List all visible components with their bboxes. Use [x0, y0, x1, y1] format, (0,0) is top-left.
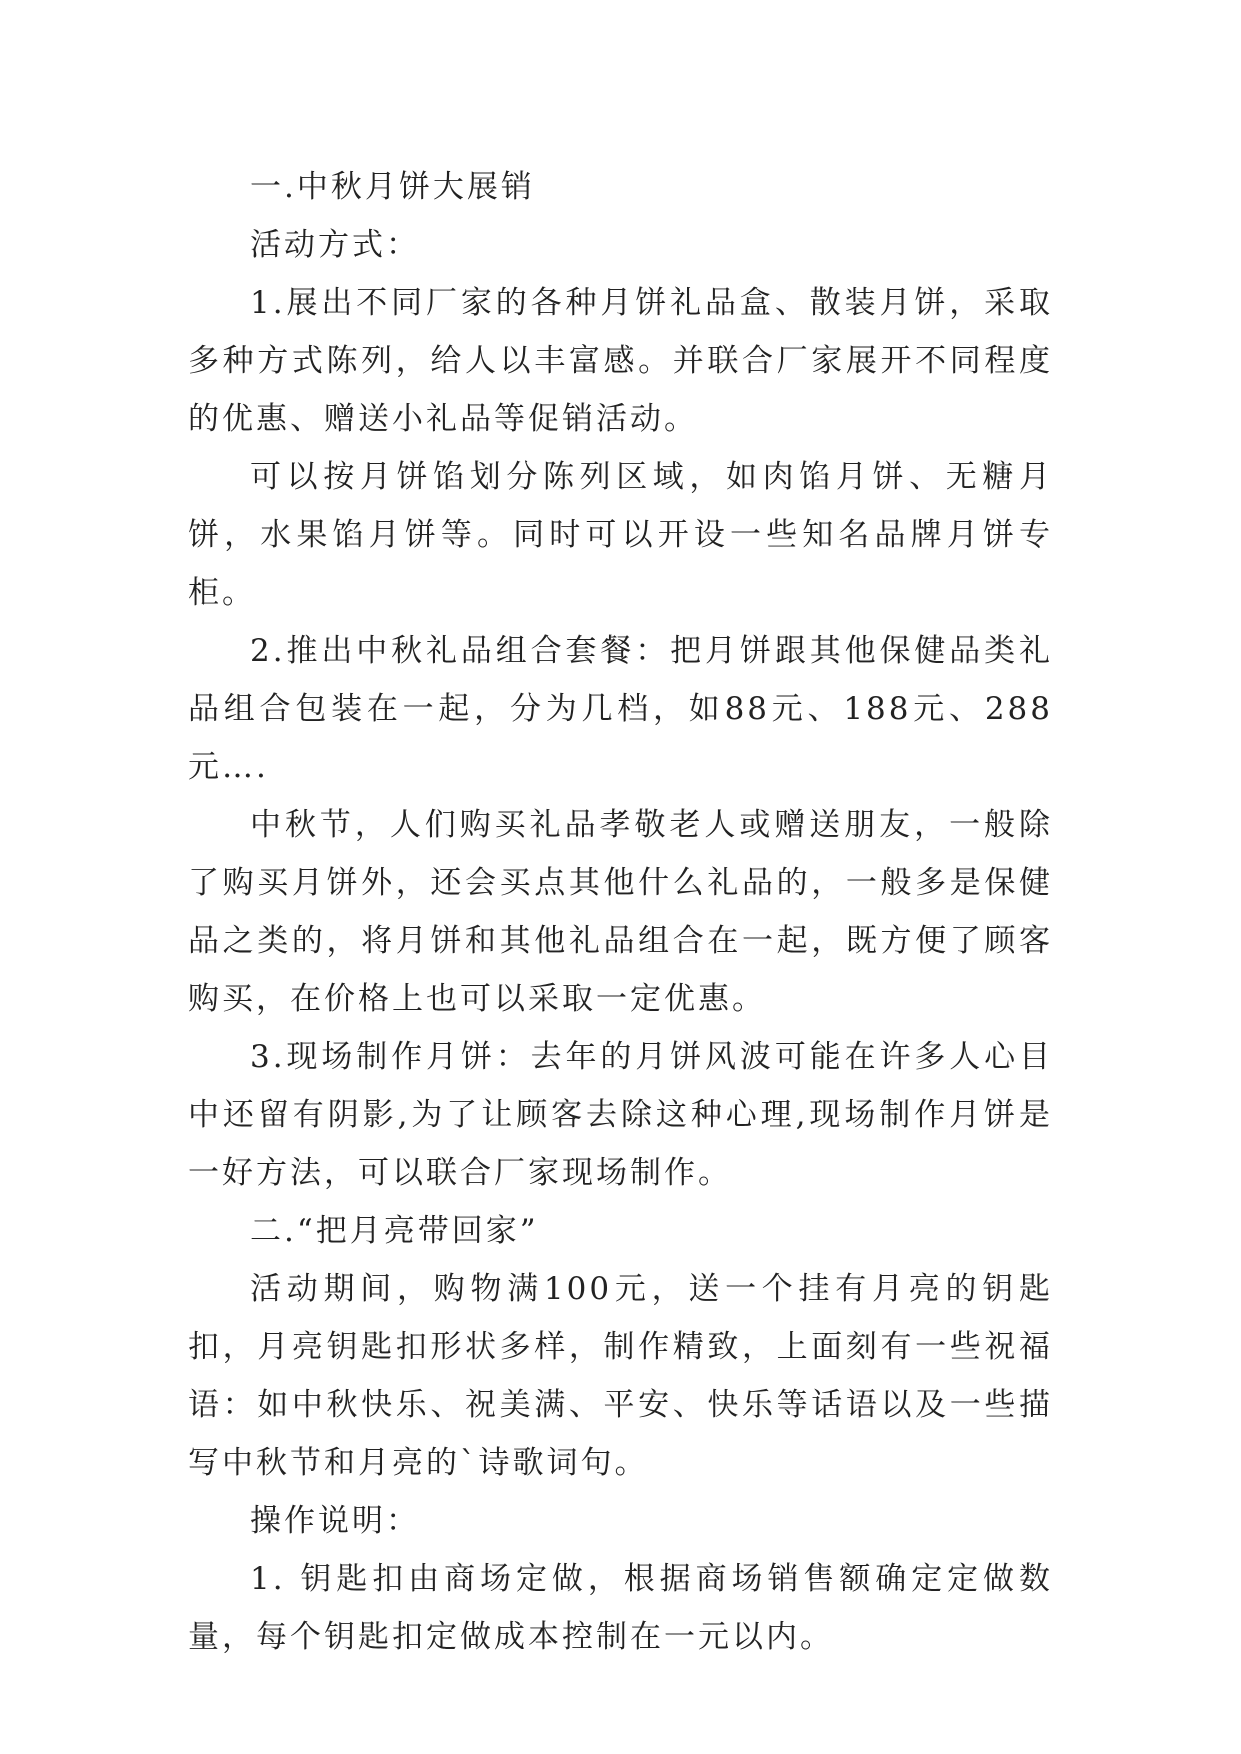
paragraph-item-2: 2.推出中秋礼品组合套餐：把月饼跟其他保健品类礼品组合包装在一起，分为几档，如88元、188元、288元…. [188, 633, 1053, 785]
document-body [188, 158, 1053, 1666]
label-activity-method: 活动方式： [250, 227, 420, 263]
paragraph-item-1: 1.展出不同厂家的各种月饼礼品盒、散装月饼，采取多种方式陈列，给人以丰富感。并联合厂家展开不同程度的优惠、赠送小礼品等促销活动。 [188, 285, 1053, 437]
label-operation-notes: 操作说明： [250, 1503, 420, 1539]
paragraph-operation-1: 1. 钥匙扣由商场定做，根据商场销售额确定定做数量，每个钥匙扣定做成本控制在一元以内。 [188, 1561, 1053, 1655]
paragraph-item-3: 3.现场制作月饼：去年的月饼风波可能在许多人心目中还留有阴影,为了让顾客去除这种心理,现场制作月饼是一好方法，可以联合厂家现场制作。 [188, 1039, 1053, 1191]
heading-mooncake-sale: 一.中秋月饼大展销 [250, 169, 535, 205]
paragraph-keychain-promo: 活动期间，购物满100元，送一个挂有月亮的钥匙扣，月亮钥匙扣形状多样，制作精致，上面刻有一些祝福语：如中秋快乐、祝美满、平安、快乐等话语以及一些描写中秋节和月亮的`诗歌词句。 [188, 1271, 1053, 1481]
paragraph-gift-combo: 中秋节，人们购买礼品孝敬老人或赠送朋友，一般除了购买月饼外，还会买点其他什么礼品的，一般多是保健品之类的，将月饼和其他礼品组合在一起，既方便了顾客购买，在价格上也可以采取一定优惠。 [188, 807, 1053, 1017]
paragraph-display-areas: 可以按月饼馅划分陈列区域，如肉馅月饼、无糖月饼，水果馅月饼等。同时可以开设一些知名品牌月饼专柜。 [188, 459, 1053, 611]
heading-bring-moon-home: 二.“把月亮带回家” [250, 1213, 539, 1249]
